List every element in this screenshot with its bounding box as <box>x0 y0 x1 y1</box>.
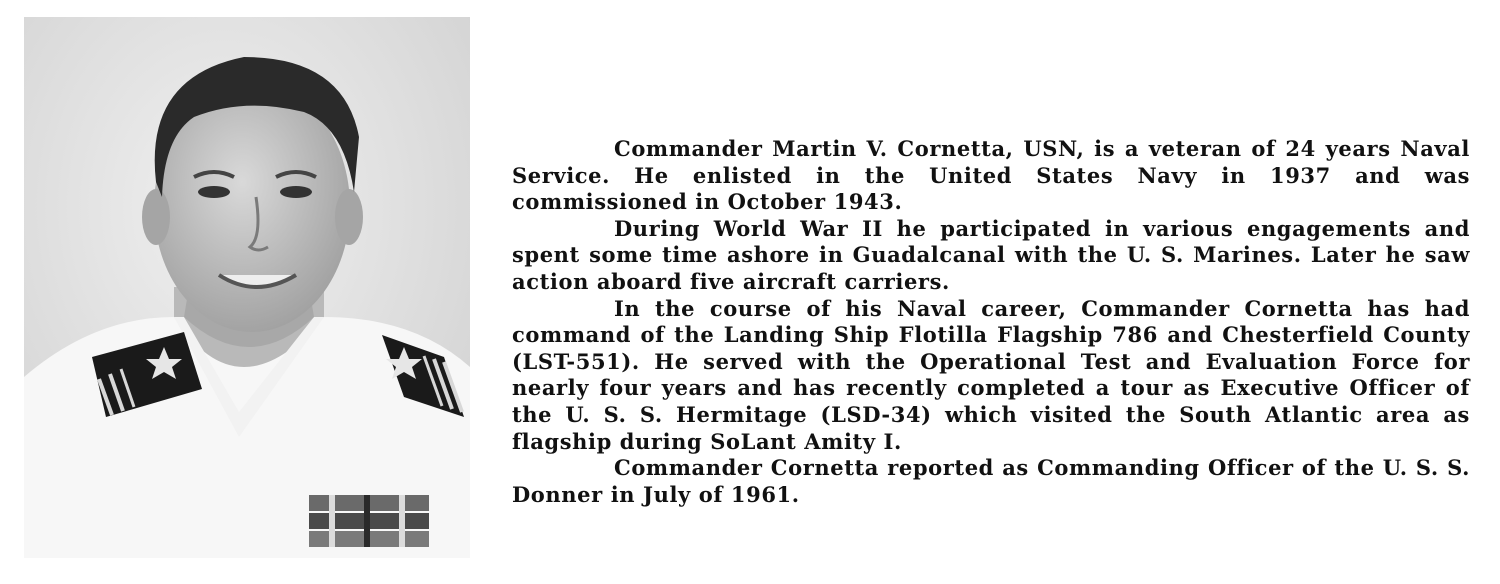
ribbon-bar <box>309 495 429 547</box>
portrait-photo <box>24 17 470 558</box>
biography-paragraph: Commander Martin V. Cornetta, USN, is a veteran of 24 years Naval Service. He enlisted in the United States Navy in 1937 and was commissioned in October 1943. <box>512 136 1470 215</box>
biography-text <box>512 136 1470 508</box>
biography-paragraph: In the course of his Naval career, Commander Cornetta has had command of the Landing Ship Flotilla Flagship 786 and Chesterfield County (LST-551). He served with the Operational Test and Evaluation Force for nearly four years and has recently completed a tour as Executive Officer of the U. S. S. Hermitage (LSD-34) which visited the South Atlantic area as flagship during SoLant Amity I. <box>512 295 1470 454</box>
biography-paragraph: During World War II he participated in various engagements and spent some time ashore in Guadalcanal with the U. S. Marines. Later he saw action aboard five aircraft carriers. <box>512 215 1470 294</box>
biography-paragraph: Commander Cornetta reported as Commanding Officer of the U. S. S. Donner in July of 1961. <box>512 455 1470 507</box>
portrait-photo-icon <box>24 17 470 558</box>
